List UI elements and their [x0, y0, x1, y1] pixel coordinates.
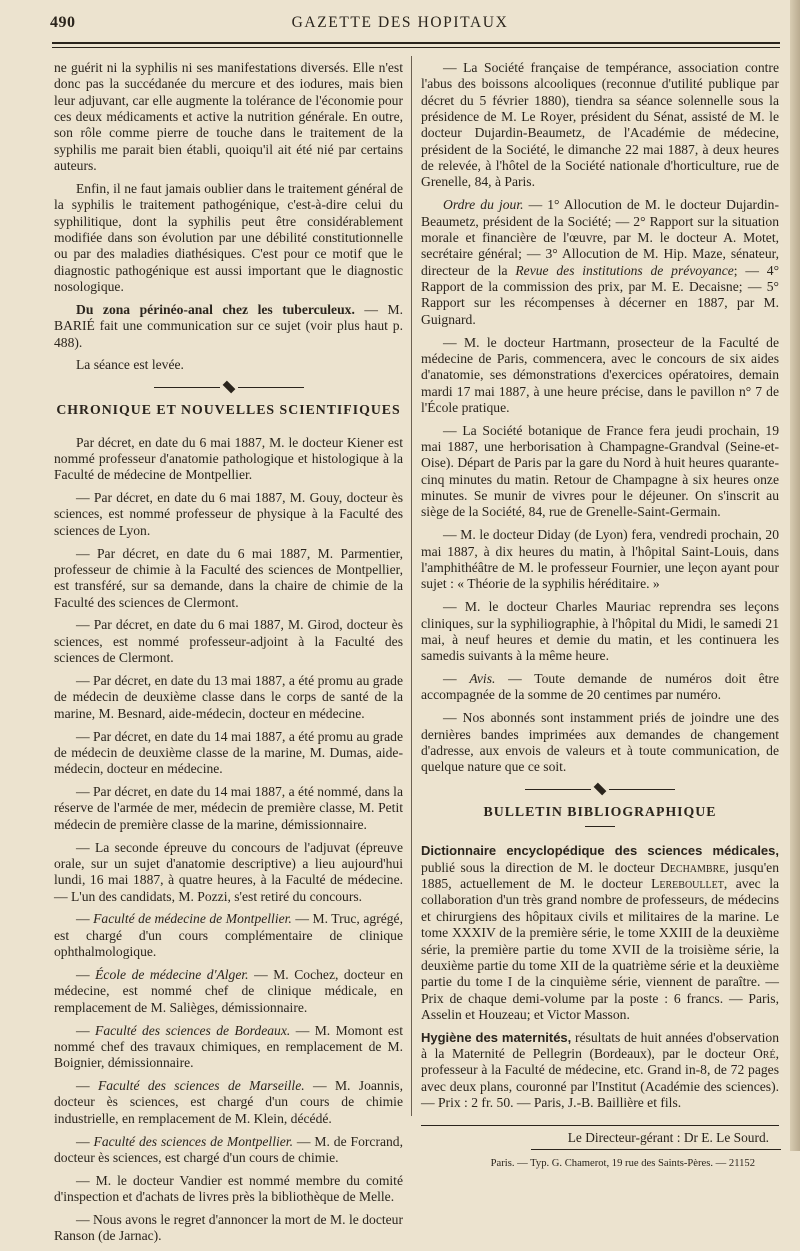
- news-text: — M. de Forcrand, docteur ès sciences, est chargé d'un cours de chimie.: [54, 1133, 403, 1165]
- news-item: — Par décret, en date du 14 mai 1887, a été promu au grade de médecin de deuxième classe de la marine, M. Dumas, aide-médecin, docteur en médecine.: [54, 728, 403, 777]
- header-rule-thick: [52, 42, 780, 44]
- journal-title: Revue des institutions de prévoyance: [515, 262, 734, 278]
- author-name: Lereboullet: [651, 876, 724, 892]
- institution-name: Faculté des sciences de Montpellier.: [93, 1133, 293, 1149]
- ornament-divider: [54, 380, 403, 394]
- bibliography-entry: [421, 1030, 779, 1112]
- news-item: — M. le docteur Hartmann, prosecteur de la Faculté de médecine de Paris, commencera, avec le concours de six aides d'anatomie, ses démonstrations d'exercices opératoires, demain mardi 17 mai 1887, à une heure précise, dans le pavillon n° 7 de l'École pratique.: [421, 334, 779, 415]
- institution-name: Faculté des sciences de Marseille.: [97, 1078, 305, 1094]
- signature: Le Directeur-gérant : Dr E. Le Sourd.: [567, 1130, 769, 1146]
- book-title: Hygiène des maternités,: [421, 1029, 572, 1045]
- entry-text: , professeur à la Faculté de médecine, etc. Grand in-8, de 72 pages avec deux plans, couronné par l'Institut (Académie des sciences). — Prix : 2 fr. 50. — Paris, J.-B. Baillière et fils.: [421, 1046, 779, 1111]
- right-column: [421, 60, 779, 1172]
- news-item: — M. le docteur Diday (de Lyon) fera, vendredi prochain, 20 mai 1887, à dix heures du matin, à l'hôpital Saint-Louis, dans l'amphithéâtre de M. le professeur Fournier, une leçon ayant pour sujet : « Théorie de la syphilis héréditaire. »: [421, 527, 779, 592]
- news-item: Par décret, en date du 6 mai 1887, M. le docteur Kiener est nommé professeur d'anatomie pathologique et histologique à la Faculté de médecine de Montpellier.: [54, 434, 403, 483]
- agenda-label: Ordre du jour.: [443, 197, 524, 213]
- header-rule-thin: [52, 47, 780, 48]
- news-item: — La Société botanique de France fera jeudi prochain, 19 mai 1887, une herborisation à Champagne-Grandval (Seine-et-Oise). Départ de Paris par la gare du Nord à huit heures quarante-cinq minutes du matin. Retour de Champagne à six heures onze minutes. Se munir de vivres pour le déjeuner. On s'inscrit au siège de la Société, 84, rue de Grenelle-Saint-Germain.: [421, 422, 779, 520]
- news-text: — M. Truc, agrégé, est chargé d'un cours complémentaire de clinique ophthalmologique.: [54, 911, 403, 960]
- news-item: — Par décret, en date du 6 mai 1887, M. Girod, docteur ès sciences, est nommé professeur-adjoint à la Faculté des sciences de Clermont.: [54, 617, 403, 666]
- entry-text: résultats de huit années d'observation à la Maternité de Pellegrin (Bordeaux), par le docteur: [421, 1029, 779, 1062]
- communication-author: — M. BARIÉ: [54, 301, 403, 334]
- institution-name: École de médecine d'Alger.: [95, 967, 249, 982]
- entry-text: , avec la collaboration d'un très grand nombre de professeurs, de médecins et chirurgiens des hôpitaux civils et militaires de la marine. Le tome XXXIV de la première série, le tome XXIII de la deuxième série, la première partie du tome XVII de la troisième série, la deuxième partie du tome XII de la quatrième série et la deuxième partie du tome I de la cinquième série, viennent de paraître. — Prix de chaque demi-volume par la poste : 6 francs. — Paris, Asselin et Houzeau; et Victor Masson.: [421, 876, 780, 1022]
- news-item: — La Société française de tempérance, association contre l'abus des boissons alcooliques (reconnue d'utilité publique par décret du 5 février 1880), tiendra sa séance solennelle sous la présidence de M. Le Royer, président du Sénat, assisté de M. le docteur Dujardin-Beaumetz, de l'Académie de médecine, président de la Société, le dimanche 22 mai 1887, à deux heures de relevée, à l'hôtel de la Société nationale d'horticulture, rue de Grenelle, 84, à Paris.: [421, 60, 779, 190]
- news-item: — Avis. — Toute demande de numéros doit être accompagnée de la somme de 20 centimes par numéro.: [421, 671, 779, 703]
- entry-text: , jusqu'en 1885, actuellement de M. le docteur: [421, 859, 779, 892]
- author-name: Oré: [752, 1046, 776, 1062]
- news-text: — Toute demande de numéros doit être accompagnée de la somme de 20 centimes par numéro.: [421, 671, 779, 703]
- printer-imprint: Paris. — Typ. G. Chamerot, 19 rue des Saints-Pères. — 21152: [490, 1157, 755, 1169]
- signature-rule: [421, 1125, 779, 1126]
- running-title: GAZETTE DES HOPITAUX: [291, 14, 509, 31]
- book-title: Dictionnaire encyclopédique des sciences médicales,: [421, 843, 779, 859]
- page-header: [0, 14, 800, 42]
- title-underline: [585, 826, 615, 827]
- bibliography-entry: [421, 843, 779, 1023]
- news-text: ; — 4° Rapport de la commission des prix, par M. E. Decaisne; — 5° Rapport sur les récompenses à décerner en 1887, par M. Guignard.: [421, 262, 780, 327]
- news-item: — M. le docteur Charles Mauriac reprendra ses leçons cliniques, sur la syphiliographie, à l'hôpital du Midi, le samedi 21 mai, à neuf heures et demie du matin, et les continuera les samedis suivants à la même heure.: [421, 599, 779, 664]
- page-number: 490: [50, 14, 76, 31]
- ornament-divider: [421, 782, 779, 796]
- paragraph: [54, 302, 403, 351]
- bibliography-list: [421, 843, 779, 1111]
- news-item: — Faculté des sciences de Marseille. — M. Joannis, docteur ès sciences, est chargé d'un cours de chimie industrielle, en remplacement de M. Klein, décédé.: [54, 1078, 403, 1126]
- news-item: [421, 197, 779, 328]
- paragraph-text: fait une communication sur ce sujet (voir plus haut p. 488).: [54, 318, 403, 350]
- page-edge: [790, 0, 800, 1151]
- news-item: — Faculté des sciences de Montpellier. — M. de Forcrand, docteur ès sciences, est chargé d'un cours de chimie.: [54, 1133, 403, 1165]
- paragraph: ne guérit ni la syphilis ni ses manifestations diversés. Elle n'est donc pas la succédanée du mercure et des iodures, mais bien leur adjuvant, car elle augmente la tolérance de l'économie pour ces deux médicaments et active la nutrition générale. En outre, son rôle comme pierre de touche dans le traitement de la syphilis me parait bien établi, quoiqu'il ait été nié par certains auteurs.: [54, 60, 403, 174]
- institution-name: Faculté de médecine de Montpellier.: [93, 911, 292, 927]
- left-column: [54, 60, 403, 1251]
- news-text: — M. Joannis, docteur ès sciences, est chargé d'un cours de chimie industrielle, en remplacement de M. Klein, décédé.: [54, 1078, 403, 1126]
- news-item: — M. le docteur Vandier est nommé membre du comité d'inspection et d'achats de livres près la bibliothèque de Melle.: [54, 1172, 403, 1205]
- paragraph: Enfin, il ne faut jamais oublier dans le traitement général de la syphilis le traitement pathogénique, c'est-à-dire celui du syphilitique, dont la syphilis peut être considérablement modifiée dans son évolution par une débilité constitutionnelle ou par des maladies diathésiques. C'est pour ce motif que le diagnostic pathogénique est aussi important que le diagnostic nosologique.: [54, 180, 403, 294]
- communication-title: Du zona périnéo-anal chez les tuberculeux.: [76, 301, 355, 317]
- news-item: — Faculté des sciences de Bordeaux. — M. Momont est nommé chef des travaux chimiques, en remplacement de M. Boignier, démissionnaire.: [54, 1022, 403, 1071]
- news-item: — Faculté de médecine de Montpellier. — M. Truc, agrégé, est chargé d'un cours complémentaire de clinique ophthalmologique.: [54, 911, 403, 960]
- column-divider: [411, 56, 412, 1116]
- news-item: — Par décret, en date du 6 mai 1887, M. Gouy, docteur ès sciences, est nommé professeur de physique à la Faculté des sciences de Lyon.: [54, 490, 403, 538]
- news-item: — Nos abonnés sont instamment priés de joindre une des dernières bandes imprimées aux demandes de changement d'adresse, aux envois de valeurs et à toute communication, de quelque nature que ce soit.: [421, 710, 779, 775]
- news-text: — 1° Allocution de M. le docteur Dujardin-Beaumetz, président de la Société; — 2° Rapport sur la situation morale et financière de l'œuvre, par M. le docteur A. Motet, secrétaire général; — 3° Allocution de M. Hip. Maze, sénateur, directeur de la: [421, 197, 779, 278]
- institution-name: Faculté des sciences de Bordeaux.: [95, 1022, 291, 1038]
- section-title: CHRONIQUE ET NOUVELLES SCIENTIFIQUES: [56, 402, 401, 418]
- notice-label: Avis.: [469, 671, 496, 687]
- news-text: — M. Momont est nommé chef des travaux chimiques, en remplacement de M. Boignier, démissionnaire.: [54, 1022, 403, 1071]
- news-item: — La seconde épreuve du concours de l'adjuvat (épreuve orale, sur un sujet d'anatomie descriptive) a lieu aujourd'hui lundi, 16 mai 1887, à quatre heures, à la Faculté de médecine. — L'un des candidats, M. Pozzi, s'est retiré du concours.: [54, 839, 403, 904]
- author-name: Dechambre: [659, 859, 726, 875]
- news-item: — Par décret, en date du 6 mai 1887, M. Parmentier, professeur de chimie à la Faculté des sciences de Montpellier, est transféré, sur sa demande, dans la chaire de chimie de la Faculté des sciences de Clermont.: [54, 545, 403, 610]
- news-item: — Par décret, en date du 14 mai 1887, a été nommé, dans la réserve de l'armée de mer, médecin de première classe, M. Petit médecin de première classe de la marine, démissionnaire.: [54, 784, 403, 832]
- section-title: BULLETIN BIBLIOGRAPHIQUE: [483, 804, 717, 820]
- entry-text: publié sous la direction de M. le docteur: [421, 859, 660, 875]
- footer-rule: [531, 1149, 781, 1150]
- news-text: — M. Cochez, docteur en médecine, est nommé chef de clinique médicale, en remplacement de M. Salièges, démissionnaire.: [54, 967, 404, 1015]
- news-item: — Par décret, en date du 13 mai 1887, a été promu au grade de médecin de deuxième classe dans le corps de santé de la marine, M. Besnard, aide-médecin, docteur en médecine.: [54, 673, 403, 721]
- news-item: — Nous avons le regret d'annoncer la mort de M. le docteur Ranson (de Jarnac).: [54, 1211, 403, 1244]
- news-item: — École de médecine d'Alger. — M. Cochez, docteur en médecine, est nommé chef de clinique médicale, en remplacement de M. Salièges, démissionnaire.: [54, 967, 404, 1015]
- paragraph: La séance est levée.: [76, 357, 184, 373]
